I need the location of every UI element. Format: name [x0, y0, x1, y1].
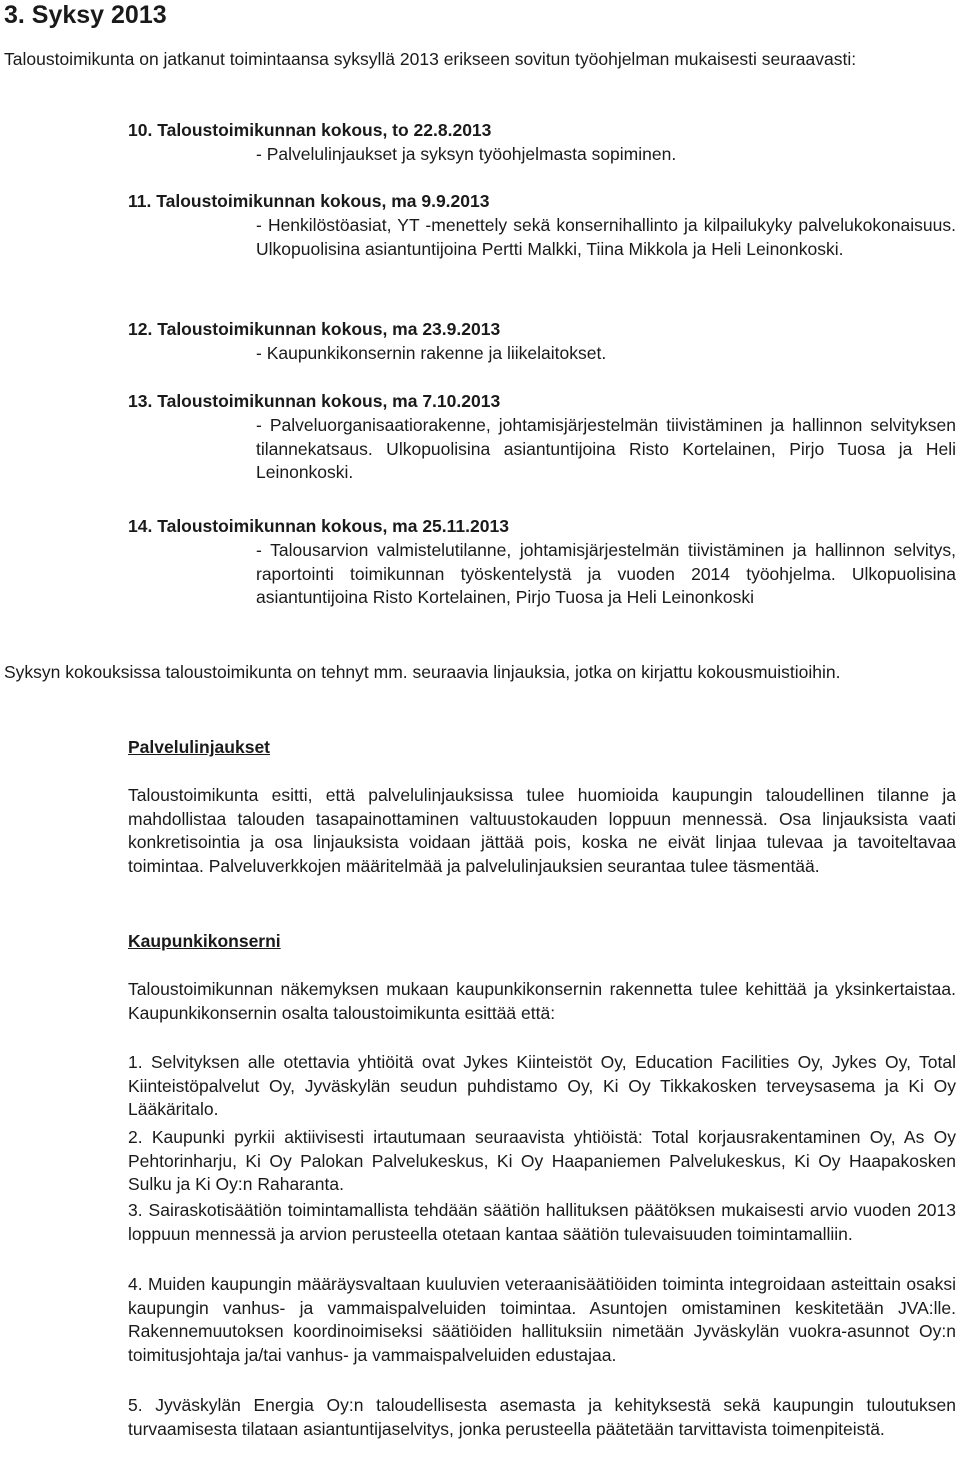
- list-item: 4. Muiden kaupungin määräysvaltaan kuuluvien veteraanisäätiöiden toiminta integroidaan asteittain osaksi kaupungin vanhus- ja vammaispalveluiden toimintaa. Asuntojen omistaminen keskitetään JVA:lle. Rakennemuutoksen koordinoimiseksi säätiöiden hallituksiin nimetään Jyväskylän vuokra-asunnot Oy:n toimitusjohtaja ja/tai vanhus- ja vammaispalveluiden edustajaa.: [128, 1274, 956, 1365]
- subheading-palvelulinjaukset: Palvelulinjaukset: [128, 737, 271, 757]
- palvelulinjaukset-paragraph: Taloustoimikunta esitti, että palvelulinjauksissa tulee huomioida kaupungin taloudellinen tilanne ja mahdollistaa talouden tasapainottaminen valtuustokauden loppuun mennessä. Osa linjauksista vaati konkretisointia ja osa linjauksista voidaan jättää pois, koska ne eivät linjaa tulevaa ja tavoiteltavaa toimintaa. Palveluverkkojen määritelmää ja palvelulinjauksien seurantaa tulee täsmentää.: [128, 785, 956, 876]
- kaupunkikonserni-paragraph: Taloustoimikunnan näkemyksen mukaan kaupunkikonsernin rakennetta tulee kehittää ja yksinkertaistaa. Kaupunkikonsernin osalta taloustoimikunta esittää että:: [128, 979, 956, 1023]
- list-item: 5. Jyväskylän Energia Oy:n taloudellisesta asemasta ja kehityksestä sekä kaupungin tuloutuksen turvaamisesta tilataan asiantuntijaselvitys, jonka perusteella päätetään tarvittavista toimenpiteistä.: [128, 1395, 956, 1439]
- meeting-heading: 14. Taloustoimikunnan kokous, ma 25.11.2013: [128, 516, 509, 536]
- summary-paragraph: Syksyn kokouksissa taloustoimikunta on tehnyt mm. seuraavia linjauksia, jotka on kirjattu kokousmuistioihin.: [4, 662, 841, 682]
- meeting-heading: 10. Taloustoimikunnan kokous, to 22.8.2013: [128, 120, 492, 140]
- meeting-heading: 12. Taloustoimikunnan kokous, ma 23.9.2013: [128, 319, 501, 339]
- meeting-text: - Palvelulinjaukset ja syksyn työohjelmasta sopiminen.: [256, 144, 677, 164]
- meeting-heading: 13. Taloustoimikunnan kokous, ma 7.10.2013: [128, 391, 501, 411]
- meeting-text: - Palveluorganisaatiorakenne, johtamisjärjestelmän tiivistäminen ja hallinnon selvityksen tilannekatsaus. Ulkopuolisina asiantuntijoina Risto Kortelainen, Pirjo Tuosa ja Heli Leinonkoski.: [256, 415, 956, 482]
- list-item: 3. Sairaskotisäätiön toimintamallista tehdään säätiön hallituksen päätöksen mukaisesti arvio vuoden 2013 loppuun mennessä ja arvion perusteella otetaan kantaa säätiön tulevaisuuden toimintamalliin.: [128, 1200, 956, 1244]
- list-item: 2. Kaupunki pyrkii aktiivisesti irtautumaan seuraavista yhtiöistä: Total korjausrakentaminen Oy, As Oy Pehtorinharju, Ki Oy Palokan Palvelukeskus, Ki Oy Haapaniemen Palvelukeskus, Ki Oy Haapakosken Sulku ja Ki Oy:n Raharanta.: [128, 1127, 956, 1194]
- intro-paragraph: Taloustoimikunta on jatkanut toimintaansa syksyllä 2013 erikseen sovitun työohjelman mukaisesti seuraavasti:: [4, 49, 857, 69]
- meeting-heading: 11. Taloustoimikunnan kokous, ma 9.9.2013: [128, 191, 490, 211]
- list-item: 1. Selvityksen alle otettavia yhtiöitä ovat Jykes Kiinteistöt Oy, Education Facilities Oy, Jykes Oy, Total Kiinteistöpalvelut Oy, Jyväskylän seudun puhdistamo Oy, Ki Oy Tikkakosken terveysasema ja Ki Oy Lääkäritalo.: [128, 1052, 956, 1119]
- section-title: 3. Syksy 2013: [4, 1, 167, 29]
- subheading-kaupunkikonserni: Kaupunkikonserni: [128, 931, 281, 951]
- meeting-text: - Talousarvion valmistelutilanne, johtamisjärjestelmän tiivistäminen ja hallinnon selvitys, raportointi toimikunnan työskentelystä ja vuoden 2014 työohjelma. Ulkopuolisina asiantuntijoina Risto Kortelainen, Pirjo Tuosa ja Heli Leinonkoski: [256, 540, 956, 607]
- meeting-text: - Henkilöstöasiat, YT -menettely sekä konsernihallinto ja kilpailukyky palvelukokonaisuus. Ulkopuolisina asiantuntijoina Pertti Malkki, Tiina Mikkola ja Heli Leinonkoski.: [256, 215, 956, 259]
- meeting-text: - Kaupunkikonsernin rakenne ja liikelaitokset.: [256, 343, 607, 363]
